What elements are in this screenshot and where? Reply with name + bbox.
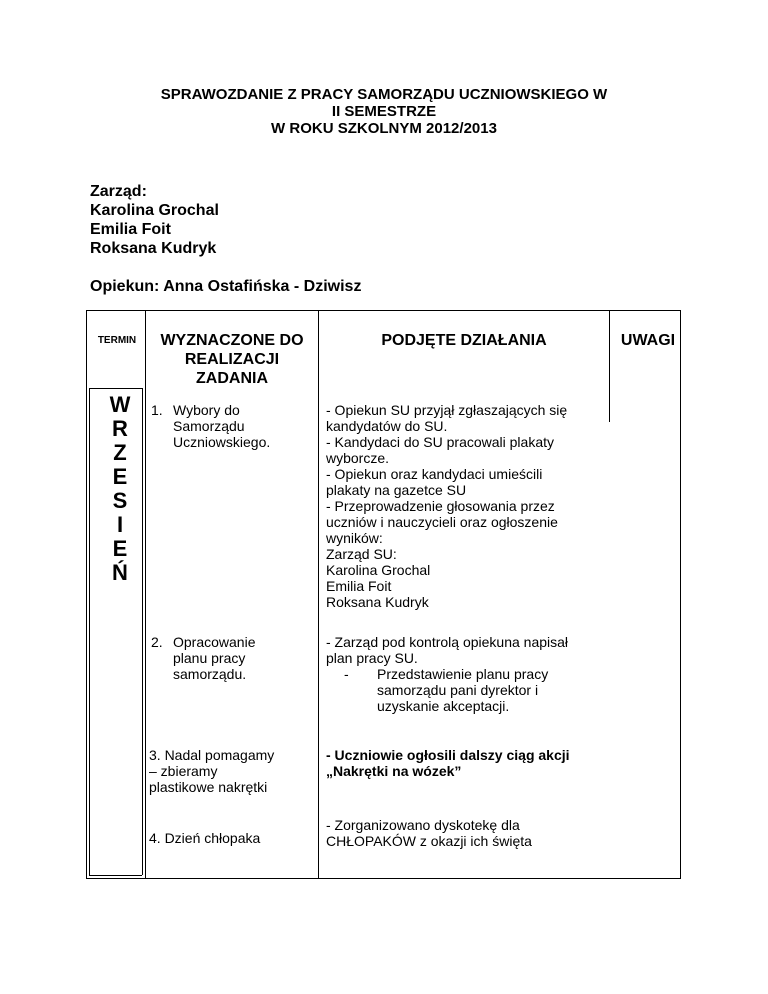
board-section (90, 182, 219, 258)
task-line: Wybory do (173, 402, 240, 418)
board-member: Roksana Kudryk (90, 240, 217, 257)
action-line: Roksana Kudryk (326, 594, 429, 610)
column-divider (145, 310, 146, 879)
inner-box-right (142, 388, 143, 875)
actions-cell (326, 402, 611, 610)
inner-box-bottom (89, 875, 142, 876)
task-line: planu pracy (173, 650, 246, 666)
action-line: CHŁOPAKÓW z okazji ich święta (326, 833, 532, 849)
task-cell (149, 747, 317, 795)
sub-action-dash: - (344, 666, 349, 682)
action-line: - Przeprowadzenie głosowania przez (326, 498, 555, 514)
action-line: - Uczniowie ogłosili dalszy ciąg akcji (326, 747, 570, 763)
month-letter: R (112, 416, 128, 441)
action-line: uczniów i nauczycieli oraz ogłoszenie (326, 514, 558, 530)
action-line: - Opiekun SU przyjął zgłaszających się (326, 402, 568, 418)
header-tasks (150, 331, 314, 388)
action-line: samorządu pani dyrektor i (377, 682, 539, 698)
action-line: Zarząd SU: (326, 546, 397, 562)
task-cell (151, 402, 271, 450)
column-divider (318, 310, 319, 879)
header-notes: UWAGI (620, 332, 676, 349)
task-cell (149, 830, 260, 846)
task-line: 4. Dzień chłopaka (149, 830, 261, 846)
task-line: 3. Nadal pomagamy (149, 747, 275, 763)
task-line: – zbieramy (149, 763, 218, 779)
action-line: - Kandydaci do SU pracowali plakaty (326, 434, 555, 450)
action-line: plan pracy SU. (326, 650, 418, 666)
guardian-line: Opiekun: Anna Ostafińska - Dziwisz (90, 278, 362, 295)
title-line-3: W ROKU SZKOLNYM 2012/2013 (271, 120, 497, 137)
month-label (100, 393, 140, 585)
inner-box-top (89, 388, 142, 389)
report-title (90, 86, 678, 137)
board-member: Emilia Foit (90, 221, 171, 238)
action-line: wyborcze. (326, 450, 390, 466)
action-line: kandydatów do SU. (326, 418, 448, 434)
action-line: wyników: (326, 530, 383, 546)
actions-cell (326, 747, 611, 779)
task-line: Samorządu (173, 418, 245, 434)
task-line: samorządu. (173, 666, 247, 682)
action-line: Emilia Foit (326, 578, 392, 594)
actions-cell (326, 634, 611, 714)
task-cell (151, 634, 256, 682)
sub-action-list (326, 666, 611, 714)
header-tasks-line: REALIZACJI (184, 351, 280, 368)
month-letter: Ń (112, 560, 128, 585)
task-number: 2. (151, 634, 163, 650)
action-line: - Zarząd pod kontrolą opiekuna napisał (326, 634, 569, 650)
action-line: - Opiekun oraz kandydaci umieścili (326, 466, 543, 482)
month-letter: Z (113, 440, 127, 465)
action-line: uzyskanie akceptacji. (377, 698, 510, 714)
month-letter: I (116, 512, 124, 537)
header-actions: PODJĘTE DZIAŁANIA (381, 332, 547, 349)
task-line: Opracowanie (173, 634, 256, 650)
header-tasks-line: WYZNACZONE DO (160, 332, 304, 349)
month-letter: W (109, 392, 131, 417)
task-line: plastikowe nakrętki (149, 779, 268, 795)
header-tasks-line: ZADANIA (196, 370, 268, 387)
title-line-1: SPRAWOZDANIE Z PRACY SAMORZĄDU UCZNIOWSKIEGO W (160, 86, 608, 103)
task-number: 1. (151, 402, 163, 418)
action-line: plakaty na gazetce SU (326, 482, 467, 498)
action-line: „Nakrętki na wózek” (326, 763, 462, 779)
board-member: Karolina Grochal (90, 202, 219, 219)
inner-box-left (89, 388, 90, 875)
month-letter: E (112, 536, 128, 561)
action-line: Przedstawienie planu pracy (377, 666, 549, 682)
header-termin: TERMIN (97, 335, 137, 346)
month-letter: E (112, 464, 128, 489)
board-heading: Zarząd: (90, 183, 147, 200)
month-letter: S (112, 488, 128, 513)
actions-cell (326, 817, 611, 849)
title-line-2: II SEMESTRZE (331, 103, 437, 120)
action-line: - Zorganizowano dyskotekę dla (326, 817, 520, 833)
action-line: Karolina Grochal (326, 562, 431, 578)
task-line: Uczniowskiego. (173, 434, 271, 450)
